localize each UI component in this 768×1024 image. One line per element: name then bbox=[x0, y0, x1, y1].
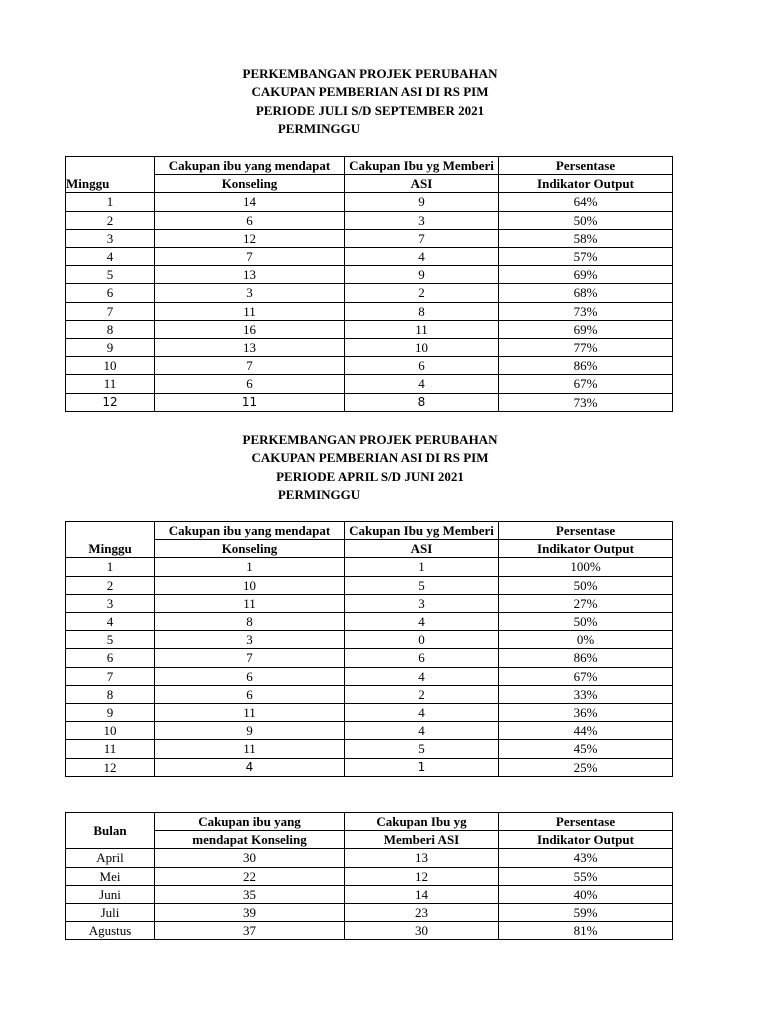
header-cell: mendapat Konseling bbox=[155, 831, 345, 849]
section2-title-line: PERKEMBANGAN PROJEK PERUBAHAN bbox=[242, 432, 498, 447]
weekly-table-jul-sep bbox=[65, 156, 673, 412]
table-cell: 55% bbox=[499, 867, 673, 885]
table-cell: 5 bbox=[66, 631, 155, 649]
table-row bbox=[66, 758, 673, 776]
table-cell: 1 bbox=[66, 193, 155, 211]
header-cell: Cakupan Ibu yg Memberi bbox=[345, 522, 499, 540]
table-cell: 5 bbox=[345, 740, 499, 758]
table-cell: 33% bbox=[499, 685, 673, 703]
table-cell: 11 bbox=[155, 740, 345, 758]
table-cell: 11 bbox=[155, 302, 345, 320]
table-cell: 5 bbox=[345, 576, 499, 594]
table-cell: 7 bbox=[155, 248, 345, 266]
table-row bbox=[66, 266, 673, 284]
header-cell: Cakupan Ibu yg Memberi bbox=[345, 157, 499, 175]
table-cell: 10 bbox=[345, 339, 499, 357]
table-cell: Juli bbox=[66, 904, 155, 922]
section1-title-line: PERKEMBANGAN PROJEK PERUBAHAN bbox=[242, 66, 498, 81]
header-cell: Konseling bbox=[155, 540, 345, 558]
header-cell: Memberi ASI bbox=[345, 831, 499, 849]
table-cell: 3 bbox=[345, 594, 499, 612]
table-cell: 7 bbox=[345, 229, 499, 247]
table-row bbox=[66, 193, 673, 211]
table-cell: 4 bbox=[345, 248, 499, 266]
table-cell: 4 bbox=[66, 248, 155, 266]
table-cell: 8 bbox=[155, 613, 345, 631]
header-cell: ASI bbox=[345, 175, 499, 193]
table-cell: 39 bbox=[155, 904, 345, 922]
table-cell: 4 bbox=[66, 613, 155, 631]
table-cell: 10 bbox=[66, 357, 155, 375]
table-cell: 8 bbox=[345, 393, 499, 411]
table-cell: 9 bbox=[66, 704, 155, 722]
table-cell: 16 bbox=[155, 320, 345, 338]
table-row bbox=[66, 375, 673, 393]
table-cell: 67% bbox=[499, 667, 673, 685]
table-row bbox=[66, 849, 673, 867]
table-cell: 6 bbox=[345, 649, 499, 667]
table-cell: 4 bbox=[345, 613, 499, 631]
table-cell: 1 bbox=[66, 558, 155, 576]
table-header-row bbox=[66, 540, 673, 558]
table-row bbox=[66, 704, 673, 722]
table-cell: 14 bbox=[155, 193, 345, 211]
table-cell: 10 bbox=[66, 722, 155, 740]
table-cell: 86% bbox=[499, 357, 673, 375]
table-cell: 73% bbox=[499, 393, 673, 411]
section1-title bbox=[0, 65, 740, 138]
table-cell: April bbox=[66, 849, 155, 867]
table-row bbox=[66, 613, 673, 631]
table-cell: 69% bbox=[499, 320, 673, 338]
table-cell: 35 bbox=[155, 885, 345, 903]
header-cell: Cakupan Ibu yg bbox=[345, 813, 499, 831]
table-row bbox=[66, 885, 673, 903]
table-cell: 3 bbox=[345, 211, 499, 229]
table-row bbox=[66, 339, 673, 357]
table-cell: 86% bbox=[499, 649, 673, 667]
table-cell: 2 bbox=[66, 576, 155, 594]
table-cell: 3 bbox=[66, 229, 155, 247]
table-cell: 3 bbox=[155, 284, 345, 302]
header-cell: Indikator Output bbox=[499, 831, 673, 849]
table-cell: 4 bbox=[155, 758, 345, 776]
table-cell: 4 bbox=[345, 722, 499, 740]
table-cell: 59% bbox=[499, 904, 673, 922]
table-cell: 7 bbox=[155, 357, 345, 375]
table-cell: 6 bbox=[155, 667, 345, 685]
table-row bbox=[66, 740, 673, 758]
table-cell: 69% bbox=[499, 266, 673, 284]
table-cell: 25% bbox=[499, 758, 673, 776]
table-cell: 1 bbox=[345, 758, 499, 776]
table-header-row bbox=[66, 175, 673, 193]
table-cell: 8 bbox=[66, 320, 155, 338]
table-row bbox=[66, 229, 673, 247]
table-row bbox=[66, 667, 673, 685]
table-cell: 12 bbox=[66, 393, 155, 411]
table-header-row bbox=[66, 831, 673, 849]
table-row bbox=[66, 904, 673, 922]
table-row bbox=[66, 393, 673, 411]
table-row bbox=[66, 594, 673, 612]
table-cell: 22 bbox=[155, 867, 345, 885]
table-cell: 36% bbox=[499, 704, 673, 722]
table-cell: 100% bbox=[499, 558, 673, 576]
table-row bbox=[66, 558, 673, 576]
table-cell: 8 bbox=[66, 685, 155, 703]
table-cell: Juni bbox=[66, 885, 155, 903]
table-cell: 3 bbox=[66, 594, 155, 612]
header-cell: Persentase bbox=[499, 157, 673, 175]
table-cell: 2 bbox=[66, 211, 155, 229]
table-cell: 44% bbox=[499, 722, 673, 740]
table-cell: 6 bbox=[155, 375, 345, 393]
table-cell: 10 bbox=[155, 576, 345, 594]
table-cell: Agustus bbox=[66, 922, 155, 940]
table-row bbox=[66, 685, 673, 703]
table-cell: 27% bbox=[499, 594, 673, 612]
table-cell: 5 bbox=[66, 266, 155, 284]
header-cell: Cakupan ibu yang mendapat bbox=[155, 157, 345, 175]
table-row bbox=[66, 867, 673, 885]
section1-title-line: CAKUPAN PEMBERIAN ASI DI RS PIM bbox=[251, 84, 489, 100]
table-cell: 6 bbox=[345, 357, 499, 375]
table-cell: 11 bbox=[66, 375, 155, 393]
table-row bbox=[66, 248, 673, 266]
section2-title-line: CAKUPAN PEMBERIAN ASI DI RS PIM bbox=[251, 450, 489, 466]
table-cell: 1 bbox=[155, 558, 345, 576]
table-row bbox=[66, 211, 673, 229]
header-cell: Minggu bbox=[66, 540, 155, 558]
table-cell: 30 bbox=[345, 922, 499, 940]
table-cell: 50% bbox=[499, 613, 673, 631]
table-cell: 4 bbox=[345, 375, 499, 393]
table-row bbox=[66, 576, 673, 594]
table-row bbox=[66, 302, 673, 320]
header-cell: Minggu bbox=[66, 175, 155, 193]
table-cell: 6 bbox=[155, 685, 345, 703]
table-cell: 67% bbox=[499, 375, 673, 393]
table-cell: 43% bbox=[499, 849, 673, 867]
header-cell bbox=[66, 522, 155, 540]
table-cell: 81% bbox=[499, 922, 673, 940]
table-cell: 9 bbox=[345, 193, 499, 211]
table-cell: 68% bbox=[499, 284, 673, 302]
weekly-table-apr-jun bbox=[65, 521, 673, 777]
section1-title-line: PERIODE JULI S/D SEPTEMBER 2021 bbox=[255, 102, 485, 118]
table-cell: 7 bbox=[155, 649, 345, 667]
section1-title-line: PERMINGGU bbox=[277, 120, 361, 136]
table-header-row bbox=[66, 522, 673, 540]
table-row bbox=[66, 357, 673, 375]
table-cell: 8 bbox=[345, 302, 499, 320]
table-cell: 13 bbox=[345, 849, 499, 867]
header-cell: Indikator Output bbox=[499, 175, 673, 193]
table-cell: 11 bbox=[345, 320, 499, 338]
table-cell: 45% bbox=[499, 740, 673, 758]
header-cell: Cakupan ibu yang bbox=[155, 813, 345, 831]
table-cell: 14 bbox=[345, 885, 499, 903]
table-cell: 1 bbox=[345, 558, 499, 576]
table-cell: 40% bbox=[499, 885, 673, 903]
header-cell: Indikator Output bbox=[499, 540, 673, 558]
table-cell: 12 bbox=[345, 867, 499, 885]
section2-title-line: PERIODE APRIL S/D JUNI 2021 bbox=[276, 468, 464, 484]
table-cell: 30 bbox=[155, 849, 345, 867]
monthly-table bbox=[65, 812, 673, 940]
table-cell: 64% bbox=[499, 193, 673, 211]
table-header-row bbox=[66, 813, 673, 831]
table-cell: 9 bbox=[345, 266, 499, 284]
table-cell: 11 bbox=[155, 393, 345, 411]
header-cell: Persentase bbox=[499, 522, 673, 540]
table-cell: 11 bbox=[155, 594, 345, 612]
table-cell: 2 bbox=[345, 685, 499, 703]
table-cell: 12 bbox=[155, 229, 345, 247]
table-cell: 50% bbox=[499, 211, 673, 229]
table-cell: 2 bbox=[345, 284, 499, 302]
header-cell: Konseling bbox=[155, 175, 345, 193]
table-cell: 77% bbox=[499, 339, 673, 357]
table-cell: 9 bbox=[155, 722, 345, 740]
table-cell: 4 bbox=[345, 667, 499, 685]
table-cell: 50% bbox=[499, 576, 673, 594]
table-cell: 0 bbox=[345, 631, 499, 649]
table-cell: 3 bbox=[155, 631, 345, 649]
table-cell: 6 bbox=[66, 649, 155, 667]
table-cell: 6 bbox=[155, 211, 345, 229]
table-row bbox=[66, 922, 673, 940]
table-row bbox=[66, 722, 673, 740]
table-header-row bbox=[66, 157, 673, 175]
header-cell: ASI bbox=[345, 540, 499, 558]
table-cell: 58% bbox=[499, 229, 673, 247]
table-row bbox=[66, 284, 673, 302]
table-cell: 23 bbox=[345, 904, 499, 922]
header-cell: Persentase bbox=[499, 813, 673, 831]
table-cell: 37 bbox=[155, 922, 345, 940]
table-cell: 7 bbox=[66, 667, 155, 685]
table-cell: 6 bbox=[66, 284, 155, 302]
section2-title-line: PERMINGGU bbox=[277, 486, 361, 502]
table-cell: 7 bbox=[66, 302, 155, 320]
table-cell: 4 bbox=[345, 704, 499, 722]
section2-title bbox=[0, 431, 740, 504]
table-cell: Mei bbox=[66, 867, 155, 885]
header-cell bbox=[66, 157, 155, 175]
table-row bbox=[66, 320, 673, 338]
table-cell: 0% bbox=[499, 631, 673, 649]
table-cell: 11 bbox=[155, 704, 345, 722]
table-cell: 13 bbox=[155, 339, 345, 357]
header-cell: Bulan bbox=[66, 813, 155, 849]
table-cell: 12 bbox=[66, 758, 155, 776]
table-cell: 9 bbox=[66, 339, 155, 357]
header-cell: Cakupan ibu yang mendapat bbox=[155, 522, 345, 540]
table-row bbox=[66, 649, 673, 667]
table-cell: 11 bbox=[66, 740, 155, 758]
table-cell: 13 bbox=[155, 266, 345, 284]
table-row bbox=[66, 631, 673, 649]
table-cell: 57% bbox=[499, 248, 673, 266]
table-cell: 73% bbox=[499, 302, 673, 320]
